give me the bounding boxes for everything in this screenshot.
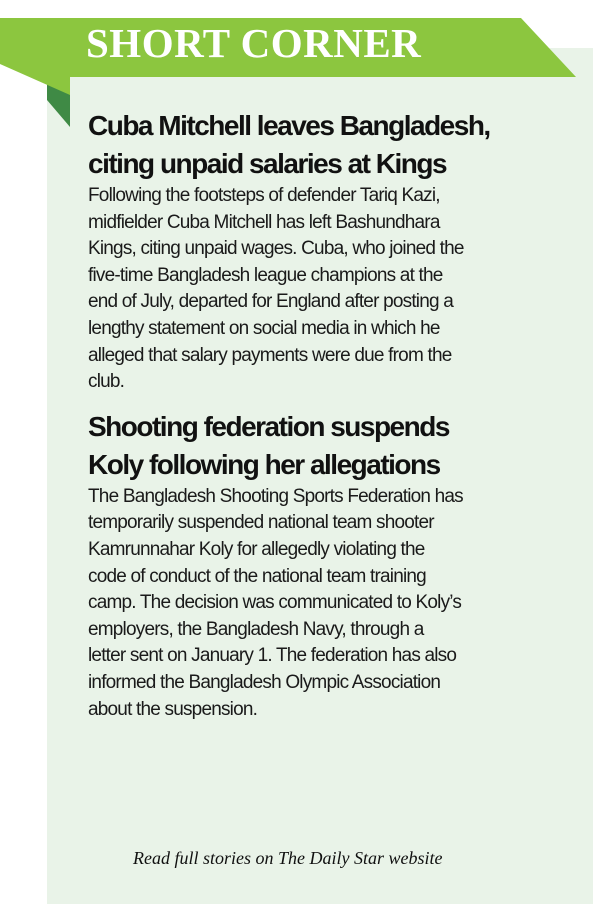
- body-line: informed the Bangladesh Olympic Association: [88, 671, 441, 693]
- body-line: camp. The decision was communicated to Koly’s: [88, 592, 462, 614]
- body-line: Kamrunnahar Koly for allegedly violating the: [88, 538, 425, 560]
- body-line: lengthy statement on social media in which he: [88, 317, 440, 339]
- story-body: [88, 183, 580, 396]
- body-line: The Bangladesh Shooting Sports Federation has: [88, 485, 463, 507]
- body-line: five-time Bangladesh league champions at the: [88, 264, 443, 286]
- body-line: end of July, departed for England after posting a: [88, 291, 453, 313]
- body-line: Following the footsteps of defender Tariq Kazi,: [88, 185, 440, 206]
- body-line: employers, the Bangladesh Navy, through a: [88, 618, 424, 640]
- body-line: letter sent on January 1. The federation has also: [88, 645, 457, 667]
- headline-line: Cuba Mitchell leaves Bangladesh,: [88, 110, 490, 141]
- body-line: club.: [88, 371, 125, 393]
- body-line: Kings, citing unpaid wages. Cuba, who joined the: [88, 238, 464, 260]
- section-title: SHORT CORNER: [86, 20, 422, 66]
- body-line: midfielder Cuba Mitchell has left Bashundhara: [88, 211, 440, 233]
- story-cuba-mitchell: [88, 107, 580, 396]
- body-line: code of conduct of the national team training: [88, 565, 426, 587]
- body-line: alleged that salary payments were due from the: [88, 344, 452, 366]
- story-body: [88, 484, 580, 723]
- story-koly-suspension: [88, 408, 580, 723]
- story-headline: [88, 408, 580, 484]
- headline-line: citing unpaid salaries at Kings: [88, 148, 447, 179]
- stories-list: [88, 107, 580, 723]
- body-line: temporarily suspended national team shooter: [88, 512, 434, 534]
- body-line: about the suspension.: [88, 698, 258, 720]
- headline-line: Koly following her allegations: [88, 448, 440, 480]
- headline-line: Shooting federation suspends: [88, 410, 449, 442]
- source-credit: Read full stories on The Daily Star website: [133, 848, 443, 868]
- story-headline: [88, 107, 580, 183]
